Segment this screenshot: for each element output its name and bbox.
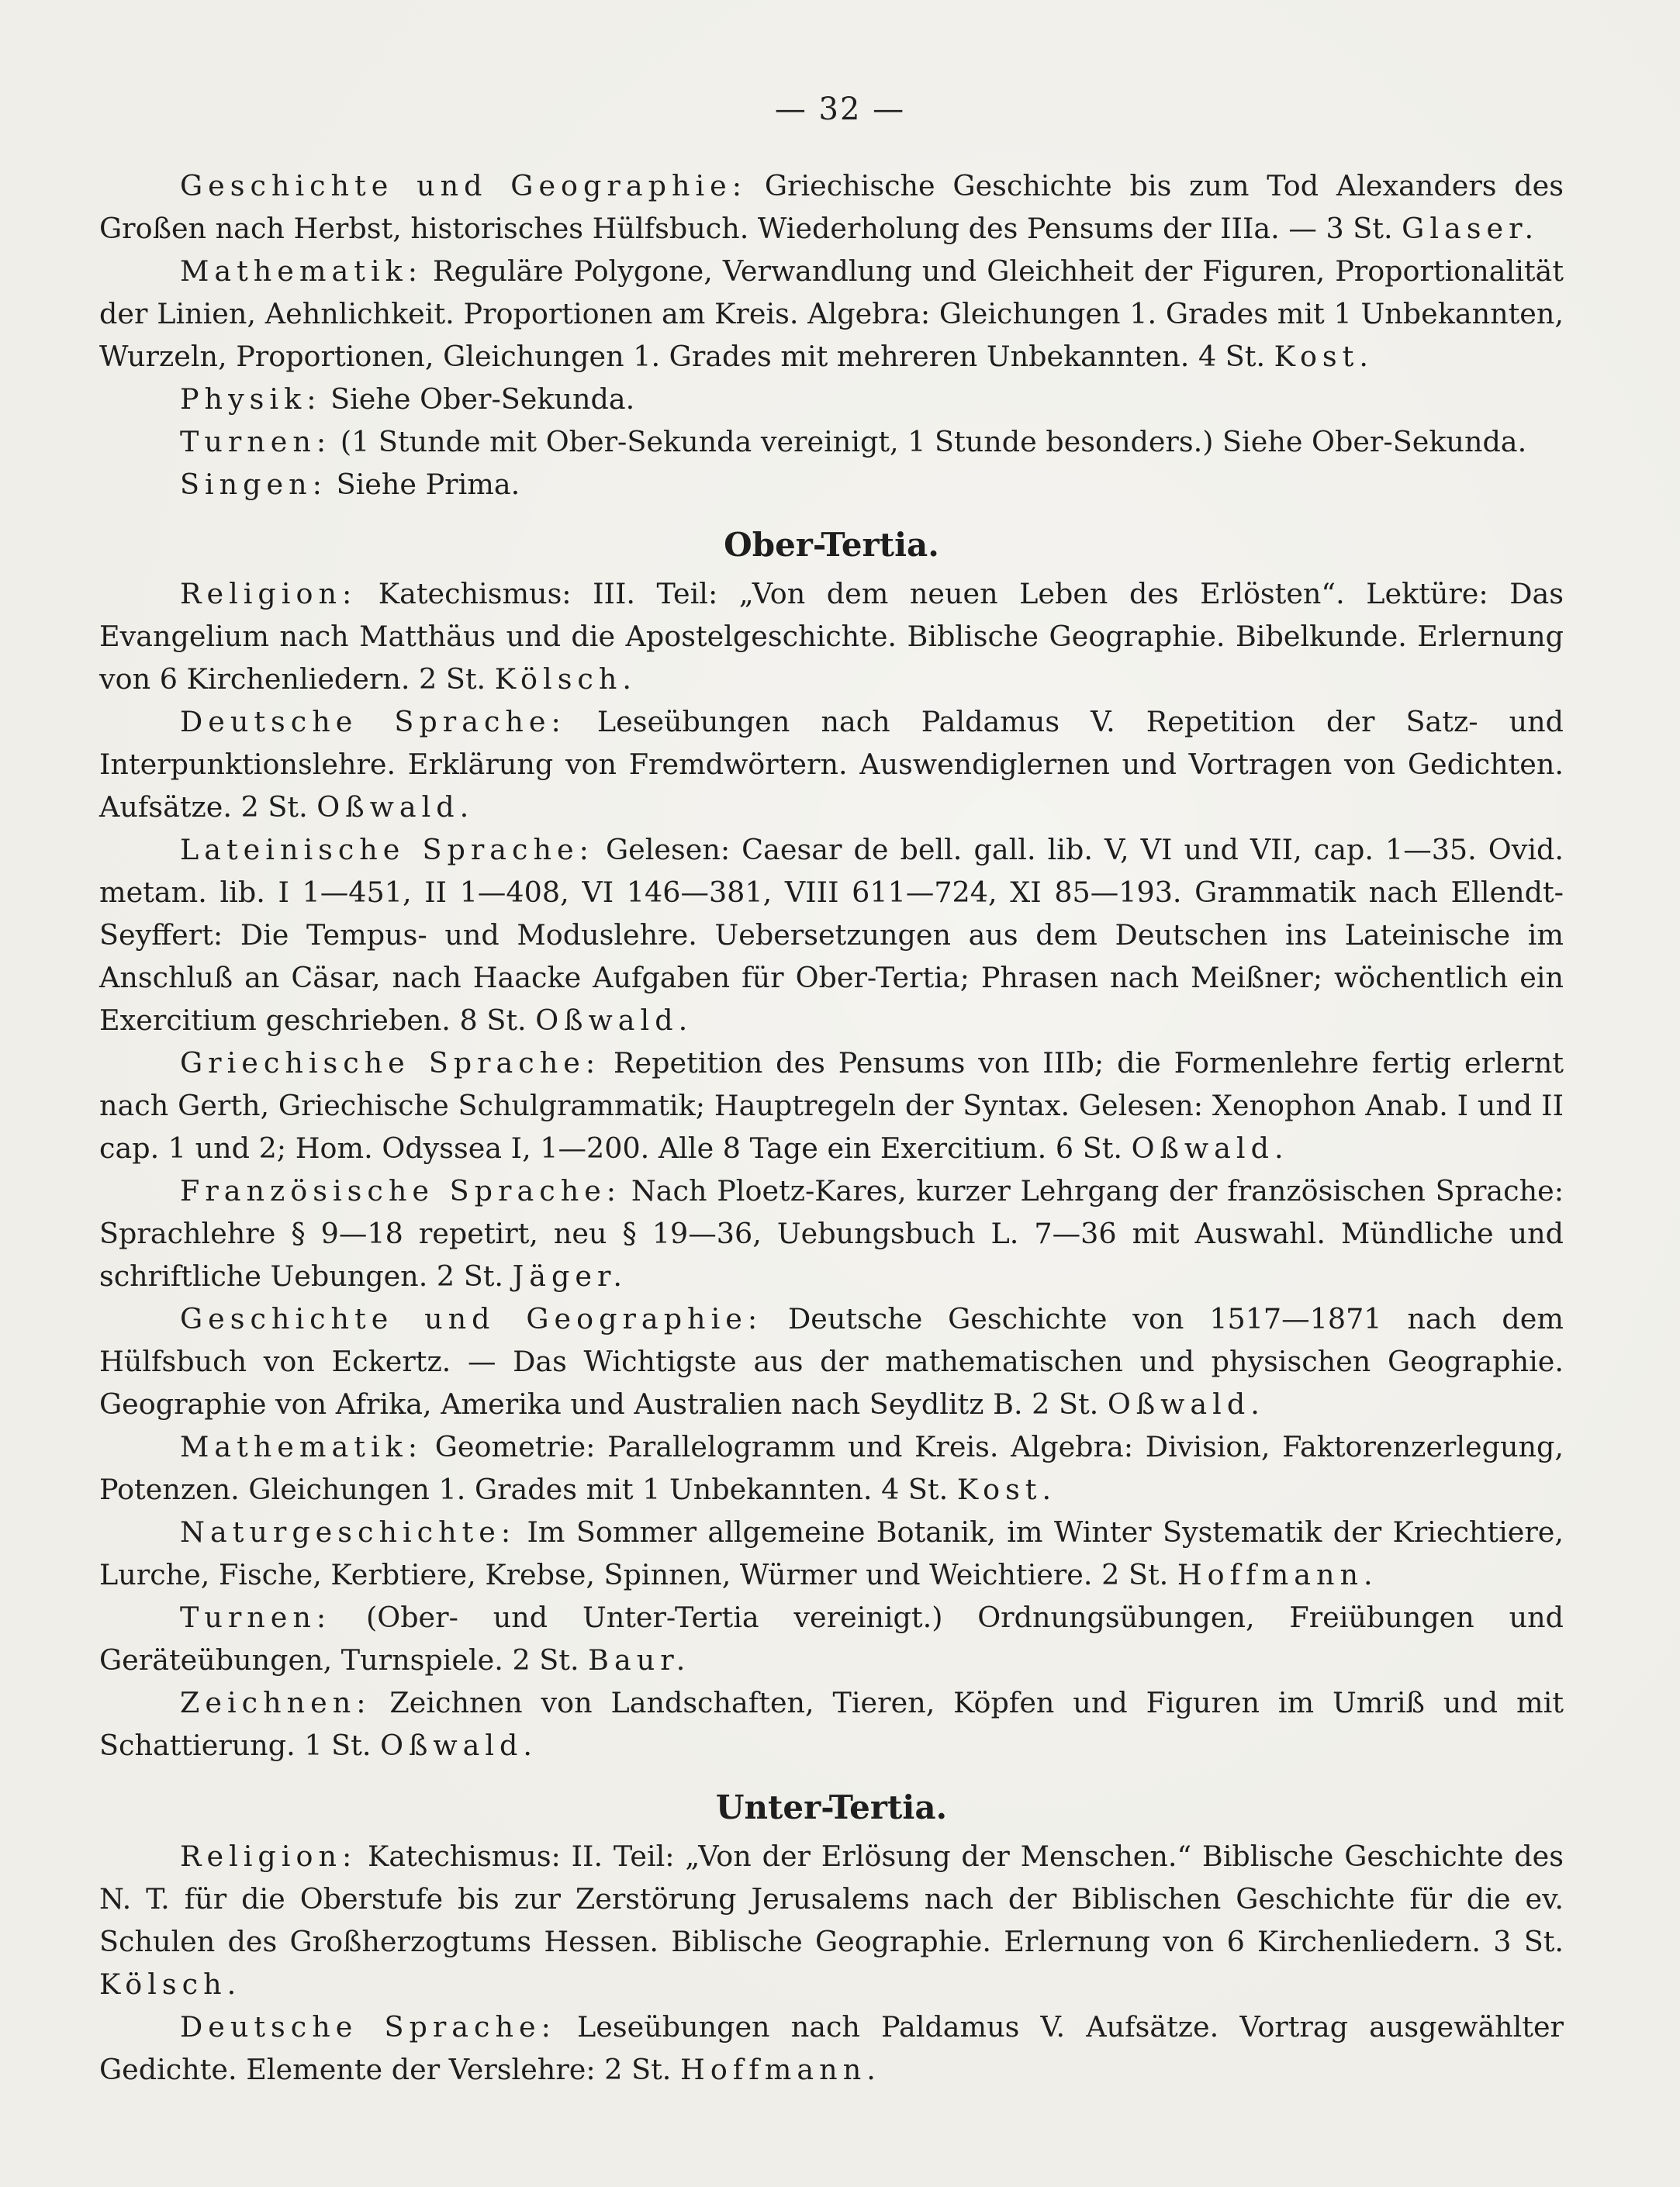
entry-text: Im Sommer allgemeine Botanik, im Winter Systematik der Kriechtiere, Lurche, Fische, Kerbtiere, Krebse, Spinnen, Würmer und Weichtiere. 2 St. [99,1515,1564,1591]
subject-label: Deutsche Sprache: [180,2010,556,2044]
teacher-name: Oßwald. [535,1004,693,1037]
teacher-name: Hoffmann. [679,2053,881,2086]
entry-paragraph [99,1425,1564,1511]
entry-paragraph [99,463,1564,506]
entry-text: Deutsche Geschichte von 1517—1871 nach dem Hülfsbuch von Eckertz. — Das Wichtigste aus der mathematischen und physischen Geographie. Geographie von Afrika, Amerika und Australien nach Seydlitz B. 2 St. [99,1302,1564,1421]
entry-text: (Ober- und Unter-Tertia vereinigt.) Ordnungsübungen, Freiübungen und Geräteübungen, Turnspiele. 2 St. [99,1601,1564,1677]
subject-label: Turnen: [180,425,332,458]
entry-text: Reguläre Polygone, Verwandlung und Gleichheit der Figuren, Proportionalität der Linien, Aehnlichkeit. Proportionen am Kreis. Algebra: Gleichungen 1. Grades mit 1 Unbekannten, Wurzeln, Proportionen, Gleichungen 1. Grades mit mehreren Unbekannten. 4 St. [99,254,1564,373]
entry-paragraph [99,1297,1564,1425]
teacher-name: Kölsch. [494,662,637,696]
teacher-name: Oßwald. [1107,1387,1265,1421]
teacher-name: Glaser. [1402,212,1540,245]
teacher-name: Kost. [1274,340,1374,373]
entry-text: Nach Ploetz-Kares, kurzer Lehrgang der französischen Sprache: Sprachlehre § 9—18 repetirt, neu § 19—36, Uebungsbuch L. 7—36 mit Auswahl. Mündliche und schriftliche Uebungen. 2 St. [99,1174,1564,1293]
entry-text: Leseübungen nach Paldamus V. Aufsätze. Vortrag ausgewählter Gedichte. Elemente der Verslehre: 2 St. [99,2010,1564,2086]
section-heading-unter-tertia: Unter-Tertia. [715,1788,948,1826]
teacher-name: Oßwald. [316,790,475,824]
section-heading-ober-tertia: Ober-Tertia. [724,526,939,564]
entry-paragraph [99,1835,1564,2006]
entry-paragraph [99,2006,1564,2091]
entry-paragraph [99,572,1564,700]
teacher-name: Oßwald. [1131,1132,1289,1165]
subject-label: Turnen: [180,1601,332,1634]
subject-label: Singen: [180,468,327,501]
entry-paragraph [99,700,1564,828]
entry-text: Repetition des Pensums von IIIb; die Formenlehre fertig erlernt nach Gerth, Griechische Schulgrammatik; Hauptregeln der Syntax. Gelesen: Xenophon Anab. I und II cap. 1 und 2; Hom. Odyssea I, 1—200. Alle 8 Tage ein Exercitium. 6 St. [99,1046,1564,1165]
subject-label: Zeichnen: [180,1686,372,1719]
entry-text: Leseübungen nach Paldamus V. Repetition der Satz- und Interpunktionslehre. Erklärung von Fremdwörtern. Auswendiglernen und Vortragen von Gedichten. Aufsätze. 2 St. [99,705,1564,824]
subject-label: Geschichte und Geographie: [180,169,748,202]
entry-text: Siehe Prima. [336,468,520,501]
subject-label: Französische Sprache: [180,1174,622,1208]
teacher-name: Kölsch. [99,1968,242,2001]
entry-paragraph [99,1596,1564,1681]
subject-label: Deutsche Sprache: [180,705,566,738]
entry-text: Katechismus: III. Teil: „Von dem neuen Leben des Erlösten“. Lektüre: Das Evangelium nach Matthäus und die Apostelgeschichte. Biblische Geographie. Bibelkunde. Erlernung von 6 Kirchenliedern. 2 St. [99,577,1564,696]
subject-label: Lateinische Sprache: [180,833,594,866]
teacher-name: Hoffmann. [1177,1558,1378,1591]
entry-text: Siehe Ober-Sekunda. [330,382,635,416]
entry-text: Griechische Geschichte bis zum Tod Alexanders des Großen nach Herbst, historisches Hülfsbuch. Wiederholung des Pensums der IIIa. — 3 St. [99,169,1564,245]
subject-label: Mathematik: [180,254,423,288]
teacher-name: Oßwald. [380,1729,538,1762]
teacher-name: Baur. [588,1643,691,1677]
entry-paragraph [99,1511,1564,1596]
subject-label: Physik: [180,382,322,416]
entry-paragraph [99,378,1564,420]
subject-label: Religion: [180,577,358,610]
subject-label: Religion: [180,1840,358,1873]
subject-label: Naturgeschichte: [180,1515,517,1549]
subject-label: Griechische Sprache: [180,1046,601,1080]
entry-text: (1 Stunde mit Ober-Sekunda vereinigt, 1 Stunde besonders.) Siehe Ober-Sekunda. [340,425,1527,458]
subject-label: Geschichte und Geographie: [180,1302,763,1335]
page-content [99,164,1564,2091]
entry-text: Gelesen: Caesar de bell. gall. lib. V, VI und VII, cap. 1—35. Ovid. metam. lib. I 1—451, II 1—408, VI 146—381, VIII 611—724, XI 85—193. Grammatik nach Ellendt-Seyffert: Die Tempus- und Moduslehre. Uebersetzungen aus dem Deutschen ins Lateinische im Anschluß an Cäsar, nach Haacke Aufgaben für Ober-Tertia; Phrasen nach Meißner; wöchentlich ein Exercitium geschrieben. 8 St. [99,833,1564,1037]
entry-paragraph [99,1681,1564,1767]
entry-paragraph [99,164,1564,250]
teacher-name: Kost. [956,1473,1057,1506]
entry-paragraph [99,420,1564,463]
entry-text: Geometrie: Parallelogramm und Kreis. Algebra: Division, Faktorenzerlegung, Potenzen. Gleichungen 1. Grades mit 1 Unbekannten. 4 St. [99,1430,1564,1506]
entry-text: Katechismus: II. Teil: „Von der Erlösung der Menschen.“ Biblische Geschichte des N. T. für die Oberstufe bis zur Zerstörung Jerusalems nach der Biblischen Geschichte für die ev. Schulen des Großherzogtums Hessen. Biblische Geographie. Erlernung von 6 Kirchenliedern. 3 St. [99,1840,1564,1958]
subject-label: Mathematik: [180,1430,423,1463]
entry-paragraph [99,1170,1564,1297]
page-number: — 32 — [774,92,906,127]
teacher-name: Jäger. [512,1259,628,1293]
entry-paragraph [99,1042,1564,1170]
entry-paragraph [99,250,1564,378]
entry-paragraph [99,828,1564,1042]
entry-text: Zeichnen von Landschaften, Tieren, Köpfen und Figuren im Umriß und mit Schattierung. 1 St. [99,1686,1564,1762]
